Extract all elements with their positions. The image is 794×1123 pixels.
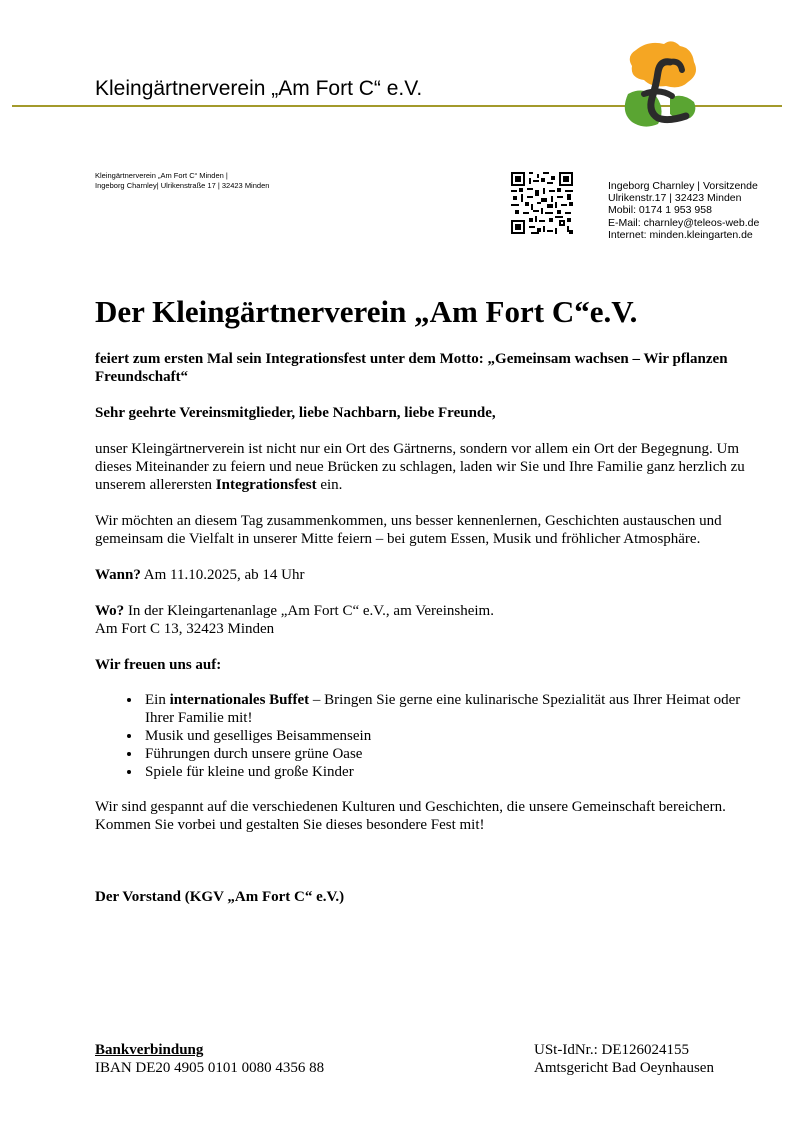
list-item-prefix: Ein <box>145 692 170 708</box>
features-list <box>95 691 745 781</box>
features-heading: Wir freuen uns auf: <box>95 657 222 673</box>
subheading: feiert zum ersten Mal sein Integrationsfest unter dem Motto: „Gemeinsam wachsen – Wir pflanzen Freundschaft“ <box>95 351 728 385</box>
event-date <box>95 566 745 584</box>
contact-block <box>608 180 759 241</box>
bank-label: Bankverbindung <box>95 1042 204 1058</box>
contact-address: Ulrikenstr.17 | 32423 Minden <box>608 192 742 205</box>
court-registry: Amtsgericht Bad Oeynhausen <box>534 1060 714 1076</box>
qr-code-icon <box>511 172 573 234</box>
paragraph-invitation-text: unser Kleingärtnerverein ist nicht nur ein Ort des Gärtnerns, sondern vor allem ein Ort der Begegnung. Um dieses Miteinander zu feiern und neue Brücken zu schlagen, laden wir Sie und Ihre Familie ganz herzlich zu unserem allerersten <box>95 441 745 493</box>
paragraph-invitation-end: ein. <box>316 477 343 493</box>
paragraph-invitation-highlight: Integrationsfest <box>215 477 317 493</box>
list-item: • Musik und geselliges Beisammensein <box>142 727 745 745</box>
event-location-label: Wo? <box>95 603 125 619</box>
contact-name-role: Ingeborg Charnley | Vorsitzende <box>608 180 758 192</box>
list-item <box>142 691 745 727</box>
paragraph-purpose: Wir möchten an diesem Tag zusammenkommen, uns besser kennenlernen, Geschichten austauschen und gemeinsam die Vielfalt in unserer Mitte feiern – bei gutem Essen, Musik und fröhlicher Atmosphäre. <box>95 513 722 547</box>
list-item: • Führungen durch unsere grüne Oase <box>142 745 745 763</box>
paragraph-invitation <box>95 440 745 494</box>
event-location-value: In der Kleingartenanlage „Am Fort C“ e.V., am Vereinsheim. <box>124 603 494 619</box>
tax-id: USt-IdNr.: DE126024155 <box>534 1042 689 1058</box>
sender-line-2: Ingeborg Charnley| Ulrikenstraße 17 | 32423 Minden <box>95 180 270 190</box>
bank-iban: IBAN DE20 4905 0101 0080 4356 88 <box>95 1060 325 1076</box>
list-item-text: – Bringen Sie gerne eine kulinarische Spezialität aus Ihrer Heimat oder Ihrer Familie mit! <box>145 692 741 726</box>
signature: Der Vorstand (KGV „Am Fort C“ e.V.) <box>95 889 345 905</box>
letter-body <box>95 350 745 906</box>
event-date-value: Am 11.10.2025, ab 14 Uhr <box>140 567 305 583</box>
list-item: • Spiele für kleine und große Kinder <box>142 763 745 781</box>
garden-leaf-logo-icon <box>608 38 700 130</box>
organization-name-header: Kleingärtnerverein „Am Fort C“ e.V. <box>95 77 423 100</box>
sender-line-1: Kleingärtnerverein „Am Fort C“ Minden | <box>95 171 228 180</box>
contact-mobile: Mobil: 0174 1 953 958 <box>608 204 712 217</box>
event-address: Am Fort C 13, 32423 Minden <box>95 621 275 637</box>
footer-legal <box>534 1041 714 1077</box>
event-date-label: Wann? <box>95 567 141 583</box>
greeting: Sehr geehrte Vereinsmitglieder, liebe Nachbarn, liebe Freunde, <box>95 405 496 421</box>
footer-bank <box>95 1041 324 1077</box>
sender-address <box>95 171 269 190</box>
contact-email[interactable]: E-Mail: charnley@teleos-web.de <box>608 216 760 229</box>
page-title: Der Kleingärtnerverein „Am Fort C“e.V. <box>95 294 638 329</box>
paragraph-closing: Wir sind gespannt auf die verschiedenen Kulturen und Geschichten, die unsere Gemeinschaft bereichern. Kommen Sie vorbei und gestalten Sie dieses besondere Fest mit! <box>95 799 726 833</box>
contact-website[interactable]: Internet: minden.kleingarten.de <box>608 228 753 241</box>
list-item-highlight: internationales Buffet <box>169 692 310 708</box>
event-location <box>95 602 745 620</box>
